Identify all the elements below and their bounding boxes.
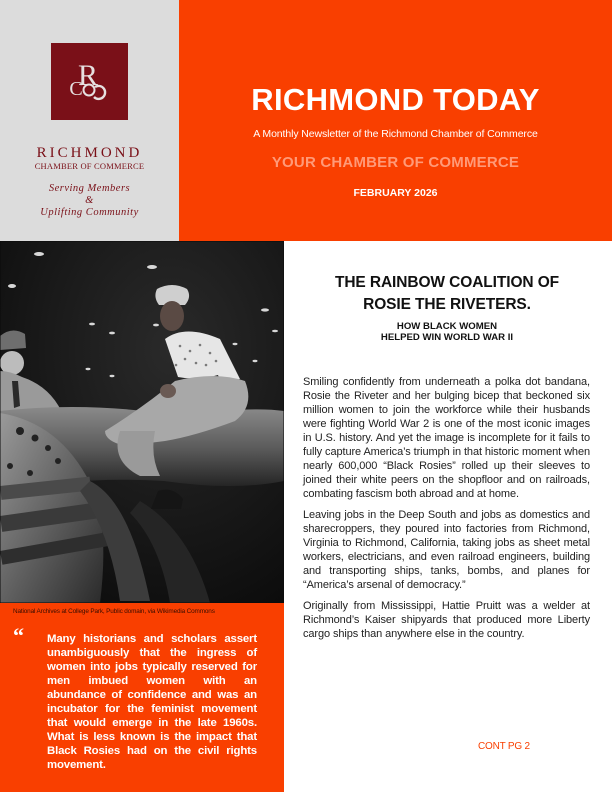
logo <box>51 43 128 120</box>
masthead <box>179 0 612 241</box>
brand-panel <box>0 0 179 241</box>
article-paragraph: Smiling confidently from underneath a polka dot bandana, Rosie the Riveter and her bulging bicep that beckoned six million women to join the workforce while their husbands were fighting World War 2 is one of the most iconic images in U.S. history. And yet the image is incomplete for it fails to fully capture America’s triumph in that historic moment when nearly 600,000 “Black Rosies” rolled up their sleeves to joined their white peers on the shopfloor and on railroads, combating fascism both abroad and at home. <box>303 376 590 500</box>
article-subtitle <box>294 321 600 343</box>
feature-photo <box>0 241 284 603</box>
newsletter-title: RICHMOND TODAY <box>251 82 540 117</box>
section-heading: YOUR CHAMBER OF COMMERCE <box>271 154 520 171</box>
tagline-line: Uplifting Community <box>40 207 139 218</box>
pull-quote-text: Many historians and scholars assert unambiguously that the ingress of women into jobs typically reserved for men imbued women with an abundance of confidence and was an incubator for the feminist movement that would emerge in the late 1960s. What is less known is the impact that Black Rosies had on the civil rights movement. <box>47 633 257 771</box>
org-name: RICHMOND <box>36 145 143 161</box>
factory-photo-illustration <box>0 241 284 603</box>
article-title-line: ROSIE THE RIVETERS. <box>363 296 531 313</box>
article-title-line: THE RAINBOW COALITION OF <box>334 274 560 291</box>
article-title <box>294 272 600 316</box>
continued-link[interactable]: CONT PG 2 <box>478 741 530 752</box>
article-subtitle-line: HOW BLACK WOMEN <box>396 321 498 332</box>
pull-quote-box <box>0 603 284 792</box>
svg-text:R: R <box>77 59 99 92</box>
tagline-line: & <box>85 195 94 206</box>
newsletter-subtitle: A Monthly Newsletter of the Richmond Chamber of Commerce <box>253 128 538 140</box>
article-paragraph: Leaving jobs in the Deep South and jobs as domestics and sharecroppers, they poured into factories from Richmond, Virginia to Richmond, California, taking jobs as sheet metal workers, electricians, and even railroad engineers, building and transporting ships, tanks, bombs, and planes for “America’s arsenal of democracy.” <box>303 509 590 591</box>
photo-caption: National Archives at College Park, Public domain, via Wikimedia Commons <box>13 608 215 615</box>
svg-text:C: C <box>69 78 83 100</box>
article-paragraph: Originally from Mississippi, Hattie Pruitt was a welder at Richmond’s Kaiser shipyards that produced more Liberty cargo ships than anywhere else in the country. <box>303 600 590 640</box>
tagline-line: Serving Members <box>48 183 131 194</box>
article-body <box>303 375 590 648</box>
article-subtitle-line: HELPED WIN WORLD WAR II <box>380 332 514 343</box>
quotation-mark-icon: “ <box>13 623 24 648</box>
tagline <box>0 183 179 219</box>
rcc-monogram-icon <box>51 43 128 120</box>
issue-date: FEBRUARY 2026 <box>353 187 438 199</box>
org-subtitle: CHAMBER OF COMMERCE <box>34 161 145 171</box>
